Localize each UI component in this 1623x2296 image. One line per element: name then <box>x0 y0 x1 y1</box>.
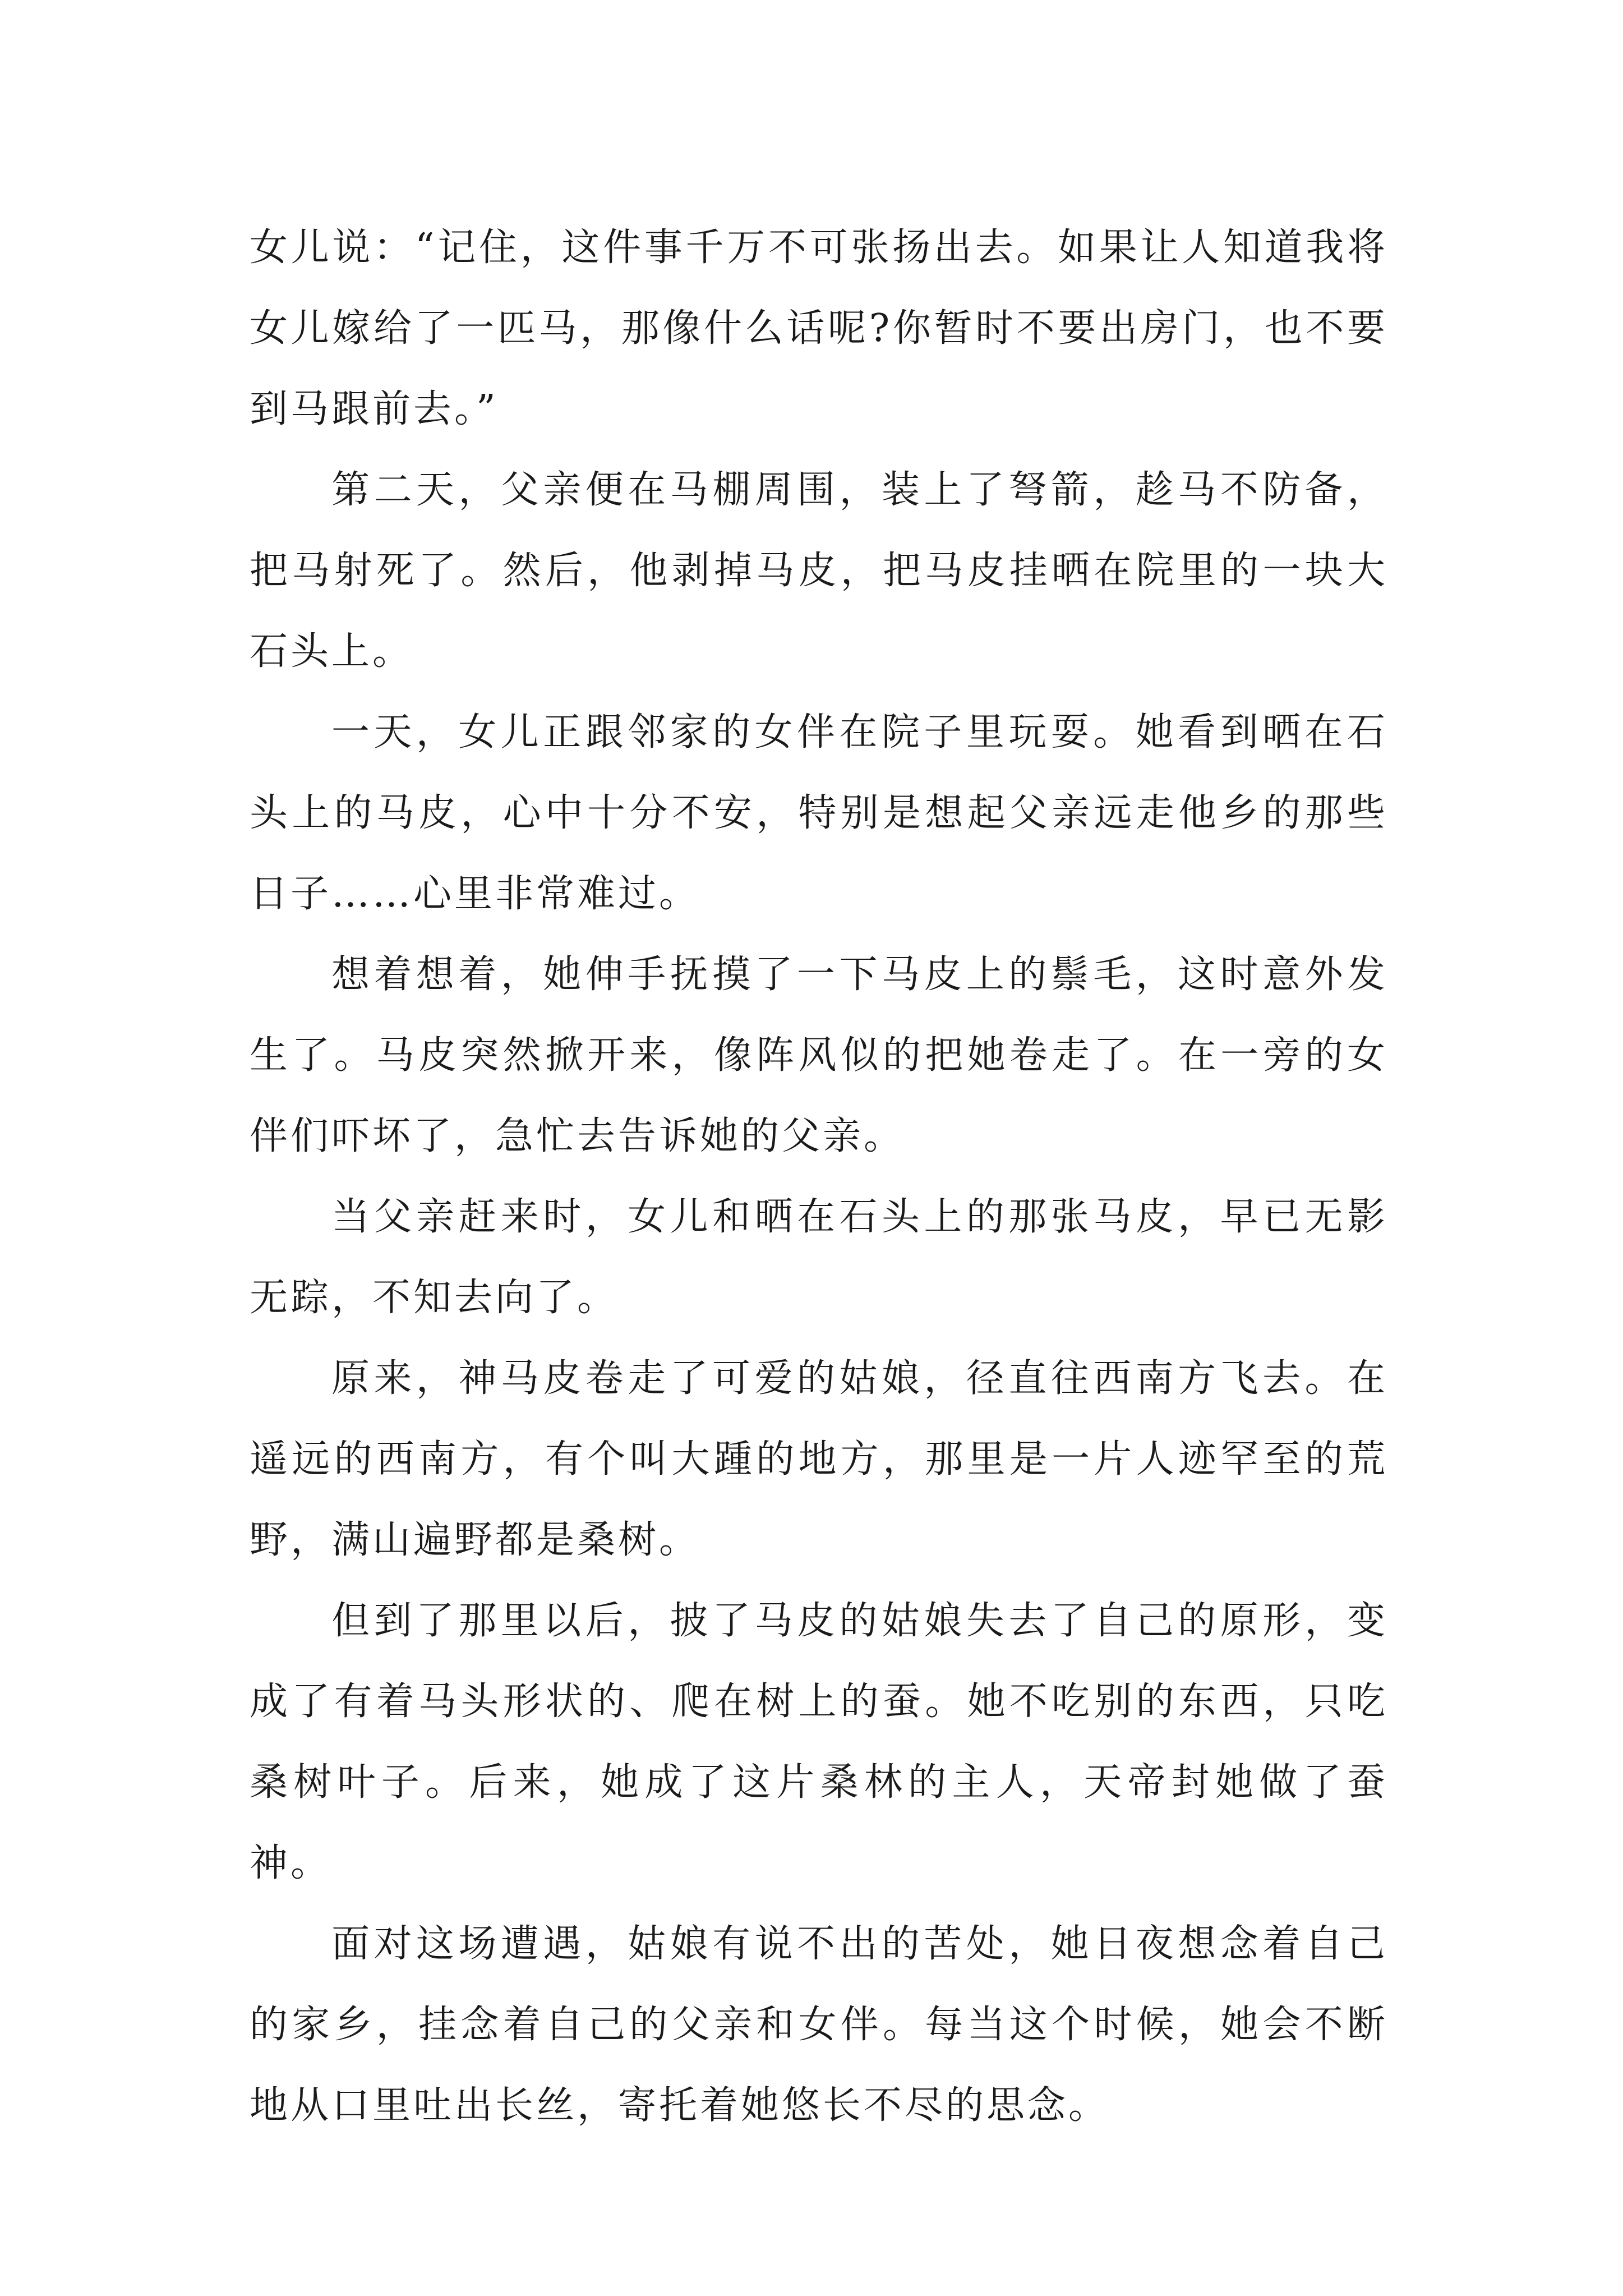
body-text <box>250 208 1388 2146</box>
paragraph-7: 但到了那里以后，披了马皮的姑娘失去了自己的原形，变成了有着马头形状的、爬在树上的蚕。她不吃别的东西，只吃桑树叶子。后来，她成了这片桑林的主人，天帝封她做了蚕神。 <box>250 1599 1388 1885</box>
paragraph-8: 面对这场遭遇，姑娘有说不出的苦处，她日夜想念着自己的家乡，挂念着自己的父亲和女伴。每当这个时候，她会不断地从口里吐出长丝，寄托着她悠长不尽的思念。 <box>250 1922 1388 2128</box>
paragraph-5: 当父亲赶来时，女儿和晒在石头上的那张马皮，早已无影无踪，不知去向了。 <box>250 1195 1388 1320</box>
paragraph-6: 原来，神马皮卷走了可爱的姑娘，径直往西南方飞去。在遥远的西南方，有个叫大踵的地方，那里是一片人迹罕至的荒野，满山遍野都是桑树。 <box>250 1356 1388 1562</box>
paragraph-4: 想着想着，她伸手抚摸了一下马皮上的鬃毛，这时意外发生了。马皮突然掀开来，像阵风似的把她卷走了。在一旁的女伴们吓坏了，急忙去告诉她的父亲。 <box>250 953 1388 1158</box>
paragraph-3: 一天，女儿正跟邻家的女伴在院子里玩耍。她看到晒在石头上的马皮，心中十分不安，特别是想起父亲远走他乡的那些日子……心里非常难过。 <box>250 710 1388 916</box>
paragraph-1: 女儿说：“记住，这件事千万不可张扬出去。如果让人知道我将女儿嫁给了一匹马，那像什么话呢?你暂时不要出房门，也不要到马跟前去。” <box>250 226 1388 431</box>
paragraph-2: 第二天，父亲便在马棚周围，装上了弩箭，趁马不防备，把马射死了。然后，他剥掉马皮，把马皮挂晒在院里的一块大石头上。 <box>250 468 1388 674</box>
